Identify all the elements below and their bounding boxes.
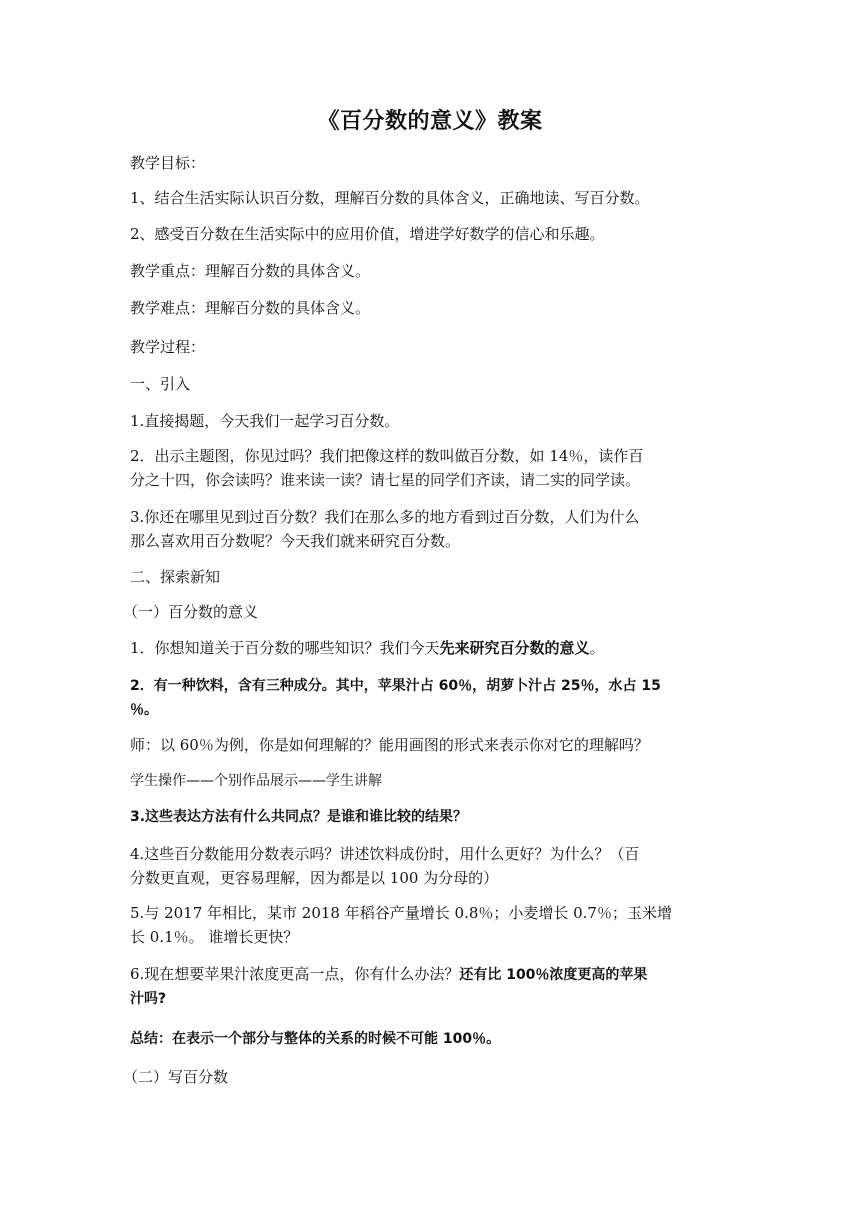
- explore-item-4-line-2: 分数更直观，更容易理解，因为都是以 100 为分母的）: [130, 869, 499, 887]
- explore-item-5-line-1: 5.与 2017 年相比，某市 2018 年稻谷产量增长 0.8％；小麦增长 0.7％；玉米增: [130, 904, 672, 922]
- explore-item-5-line-2: 长 0.1％。 谁增长更快？: [130, 928, 299, 946]
- subsection-writing-heading: （二）写百分数: [123, 1068, 229, 1086]
- teaching-process-heading: 教学过程：: [130, 338, 206, 356]
- goal-item-1: 1、结合生活实际认识百分数，理解百分数的具体含义，正确地读、写百分数。: [130, 189, 650, 207]
- intro-item-3-line-2: 那么喜欢用百分数呢？今天我们就来研究百分数。: [130, 532, 461, 550]
- explore-item-1-text: 1．你想知道关于百分数的哪些知识？我们今天: [130, 639, 440, 657]
- explore-item-6-line-2: 汁吗?: [130, 991, 167, 1007]
- explore-item-1: [130, 636, 730, 660]
- explore-item-6-line-1: [130, 962, 730, 987]
- student-activity: 学生操作——个别作品展示——学生讲解: [130, 773, 382, 789]
- explore-item-1-period: 。: [589, 639, 605, 657]
- teaching-goals-heading: 教学目标：: [130, 154, 206, 172]
- explore-item-4-line-1: 4.这些百分数能用分数表示吗？讲述饮料成份时，用什么更好？为什么？（百: [130, 845, 640, 863]
- section-explore-heading: 二、探索新知: [130, 568, 221, 586]
- subsection-meaning-heading: （一）百分数的意义: [123, 603, 259, 621]
- explore-item-6-text: 6.现在想要苹果汁浓度更高一点，你有什么办法？: [130, 965, 460, 983]
- page-title: 《百分数的意义》教案: [317, 108, 543, 134]
- explore-item-3: 3.这些表达方法有什么共同点？是谁和谁比较的结果？: [130, 809, 468, 825]
- summary: 总结：在表示一个部分与整体的关系的时候不可能 100％。: [130, 1031, 501, 1047]
- teaching-focus: 教学重点：理解百分数的具体含义。: [130, 262, 371, 280]
- explore-item-2-line-2: ％。: [130, 702, 158, 718]
- intro-item-2-line-2: 分之十四，你会读吗？谁来读一读？请七星的同学们齐读，请二实的同学读。: [130, 471, 641, 489]
- intro-item-3-line-1: 3.你还在哪里见到过百分数？我们在那么多的地方看到过百分数，人们为什么: [130, 508, 640, 526]
- intro-item-2-line-1: 2．出示主题图，你见过吗？我们把像这样的数叫做百分数，如 14％，读作百: [130, 447, 644, 465]
- section-intro-heading: 一、引入: [130, 375, 191, 393]
- teacher-question: 师：以 60％为例，你是如何理解的？能用画图的形式来表示你对它的理解吗？: [130, 736, 649, 754]
- explore-item-6-emphasis: 还有比 100％浓度更高的苹果: [459, 967, 648, 983]
- intro-item-1: 1.直接揭题，今天我们一起学习百分数。: [130, 412, 400, 430]
- explore-item-2-line-1: 2．有一种饮料，含有三种成分。其中，苹果汁占 60％，胡萝卜汁占 25％，水占 15: [130, 678, 661, 694]
- explore-item-1-emphasis: 先来研究百分数的意义: [439, 639, 590, 657]
- goal-item-2: 2、感受百分数在生活实际中的应用价值，增进学好数学的信心和乐趣。: [130, 225, 605, 243]
- teaching-difficulty: 教学难点：理解百分数的具体含义。: [130, 299, 371, 317]
